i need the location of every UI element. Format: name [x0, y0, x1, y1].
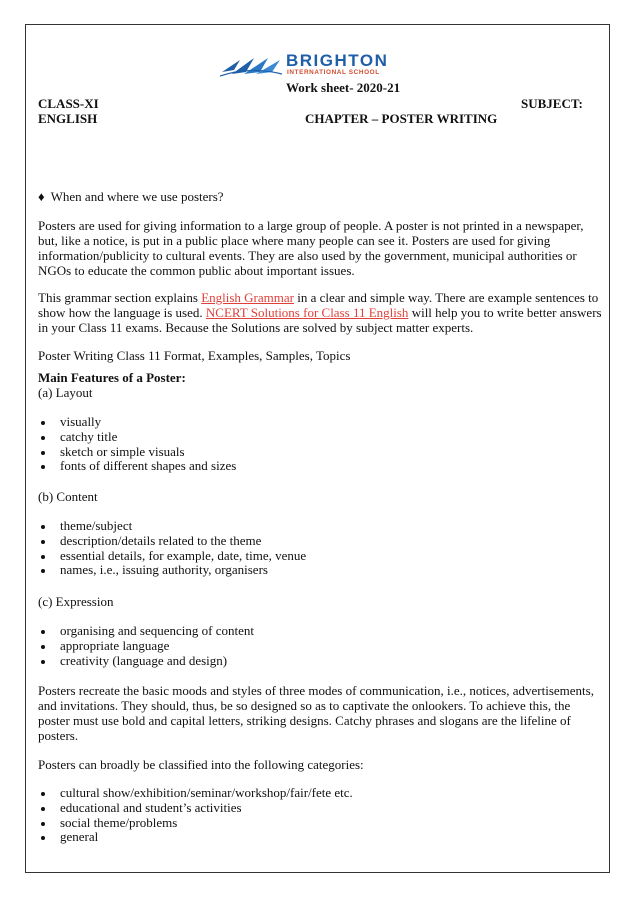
grammar-text-mid: in a clear and simple way. There are example sentences to show how the language is used. — [38, 290, 599, 320]
features-title: Main Features of a Poster: — [38, 370, 186, 385]
layout-heading: (a) Layout — [38, 385, 93, 400]
bullet-icon — [41, 525, 45, 529]
logo-subtitle: INTERNATIONAL SCHOOL — [287, 69, 380, 76]
bullet-icon — [41, 465, 45, 469]
list-item: general — [38, 830, 353, 845]
class-label: CLASS-XI — [38, 96, 99, 111]
subject-value: ENGLISH — [38, 111, 98, 126]
english-grammar-link[interactable]: English Grammar — [201, 290, 294, 305]
bullet-icon — [41, 822, 45, 826]
question-line — [38, 189, 224, 205]
diamond-bullet-icon: ♦ — [38, 189, 45, 204]
list-item: sketch or simple visuals — [38, 445, 236, 460]
logo-name: BRIGHTON — [286, 51, 389, 70]
content-list — [38, 519, 306, 578]
school-logo — [220, 51, 420, 80]
bullet-icon — [41, 436, 45, 440]
intro-paragraph: Posters are used for giving information to a large group of people. A poster is not printed in a newspaper, but, like a notice, is put in a public place where many people can see it. Posters are used for giving information/publicity to cultural events. They are also used by the government, municipal authorities or NGOs to educate the common public about important issues. — [38, 218, 584, 278]
categories-intro: Posters can broadly be classified into the following categories: — [38, 757, 364, 772]
bullet-icon — [41, 451, 45, 455]
grammar-text-post: will help you to write better answers in your Class 11 exams. Because the Solutions are solved by subject matter experts. — [38, 305, 602, 335]
grammar-paragraph — [38, 290, 604, 335]
bullet-icon — [41, 569, 45, 573]
list-item: catchy title — [38, 430, 236, 445]
subject-label: SUBJECT: — [521, 96, 583, 111]
bullet-icon — [41, 660, 45, 664]
list-item: creativity (language and design) — [38, 654, 254, 669]
list-item: names, i.e., issuing authority, organisers — [38, 563, 306, 578]
list-item: theme/subject — [38, 519, 306, 534]
question-text: When and where we use posters? — [50, 189, 224, 204]
list-item: organising and sequencing of content — [38, 624, 254, 639]
list-item: appropriate language — [38, 639, 254, 654]
list-item: fonts of different shapes and sizes — [38, 459, 236, 474]
categories-list — [38, 786, 353, 845]
layout-list — [38, 415, 236, 474]
logo-swoosh-icon — [220, 54, 282, 78]
content-heading: (b) Content — [38, 489, 98, 504]
worksheet-title: Work sheet- 2020-21 — [286, 80, 401, 95]
chapter-title: CHAPTER – POSTER WRITING — [305, 111, 498, 126]
bullet-icon — [41, 836, 45, 840]
list-item: educational and student’s activities — [38, 801, 353, 816]
ncert-solutions-link[interactable]: NCERT Solutions for Class 11 English — [205, 305, 409, 320]
list-item: cultural show/exhibition/seminar/workshop/fair/fete etc. — [38, 786, 353, 801]
list-item: description/details related to the theme — [38, 534, 306, 549]
list-item: social theme/problems — [38, 816, 353, 831]
bullet-icon — [41, 792, 45, 796]
expression-heading: (c) Expression — [38, 594, 114, 609]
list-item: essential details, for example, date, time, venue — [38, 549, 306, 564]
grammar-text-pre: This grammar section explains — [38, 290, 202, 305]
bullet-icon — [41, 807, 45, 811]
list-item: visually — [38, 415, 236, 430]
bullet-icon — [41, 645, 45, 649]
bullet-icon — [41, 630, 45, 634]
bullet-icon — [41, 555, 45, 559]
bullet-icon — [41, 540, 45, 544]
bullet-icon — [41, 421, 45, 425]
posters-paragraph: Posters recreate the basic moods and styles of three modes of communication, i.e., notices, advertisements, and invitations. They should, thus, be so designed so as to captivate the onlookers. To achieve this, the poster must use bold and capital letters, striking designs. Catchy phrases and slogans are the lifeline of posters. — [38, 683, 594, 743]
format-line: Poster Writing Class 11 Format, Examples, Samples, Topics — [38, 348, 351, 363]
expression-list — [38, 624, 254, 668]
